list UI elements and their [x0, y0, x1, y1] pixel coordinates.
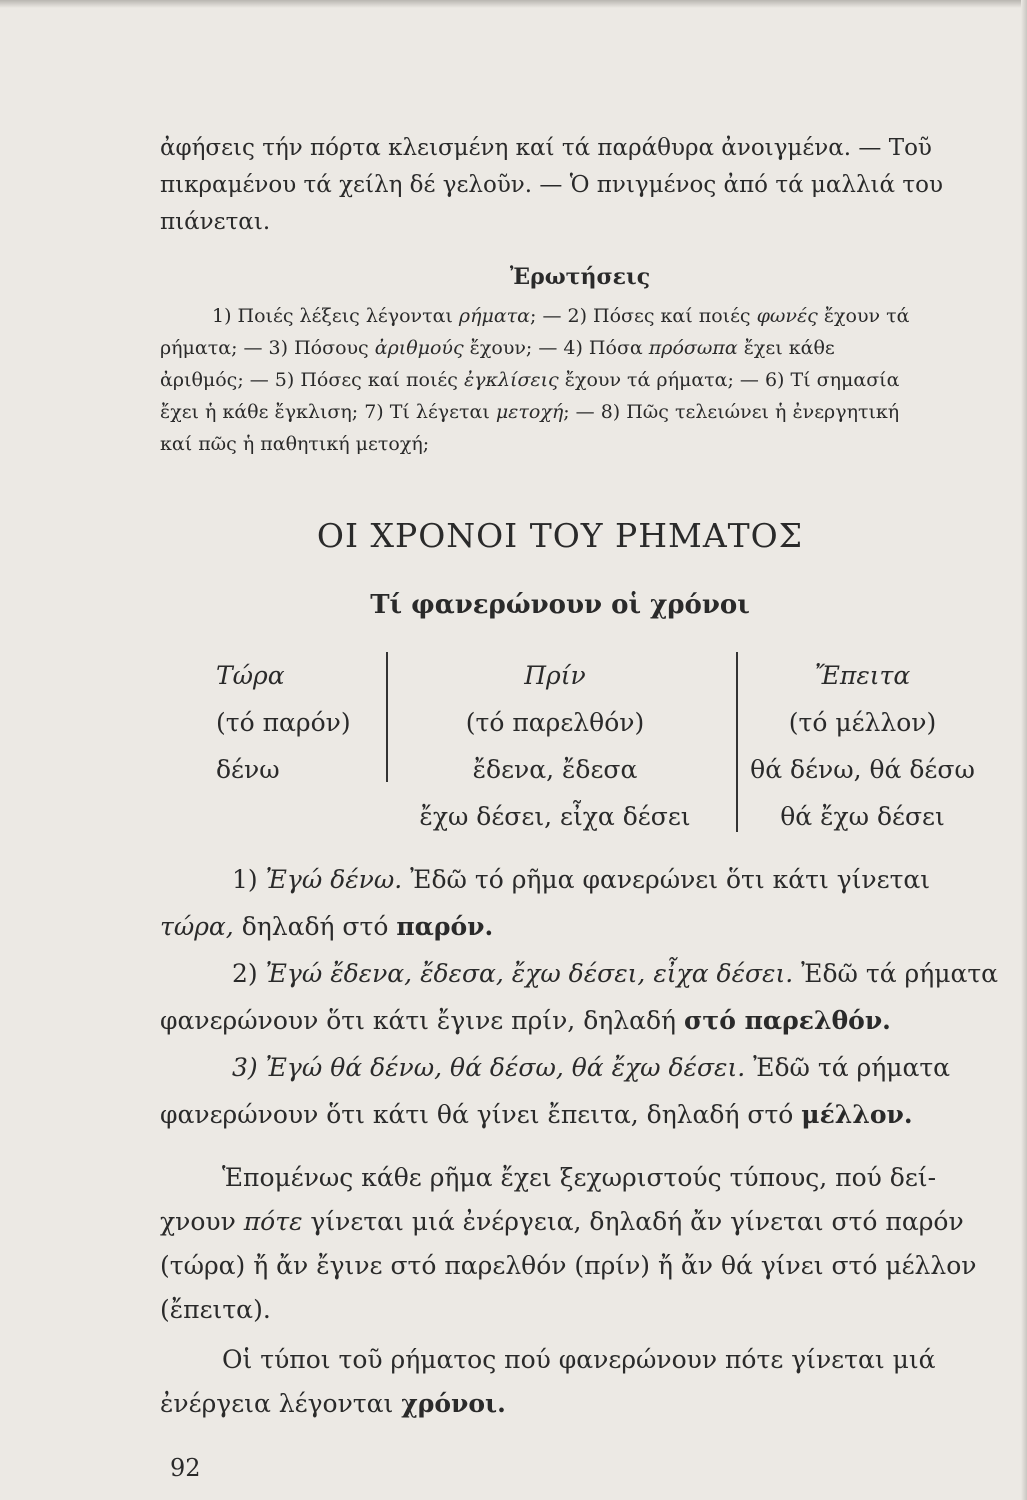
column-divider-1 [386, 652, 388, 782]
chapter-subtitle: Τί φανερώνουν οἱ χρόνοι [370, 590, 750, 620]
e1-bold: παρόν. [396, 912, 494, 941]
p1-italic: πότε [243, 1207, 303, 1236]
q3-term: ἀριθμούς [374, 337, 464, 359]
questions-line-5: καί πῶς ἡ παθητική μετοχή; [160, 433, 430, 455]
q-line4-a: ἔχει ἡ κάθε ἔγκλιση; 7) Τί λέγεται [160, 401, 496, 423]
example-1-line-1 [160, 858, 1010, 901]
page-number: 92 [170, 1454, 201, 1482]
example-3-line-1 [160, 1046, 1010, 1089]
conclusion-paragraph-2 [160, 1338, 1010, 1426]
e3-bold: μέλλον. [801, 1100, 913, 1129]
e2-italic: Ἐγώ ἔδενα, ἔδεσα, ἔχω δέσει, εἶχα δέσει. [265, 959, 794, 988]
questions-line-1 [160, 300, 1000, 332]
q1-term: ρήματα [458, 305, 530, 327]
q-line2-b: ἔχουν; — 4) Πόσα [463, 337, 649, 359]
before-form-1: ἔδενα, ἔδεσα [472, 755, 638, 784]
example-3-line-2 [160, 1093, 1010, 1136]
p2-a: Οἱ τύποι τοῦ ρήματος πού φανερώνουν πότε γίνεται μιά ἐνέργεια λέγονται [160, 1345, 936, 1418]
example-2-line-1 [160, 952, 1010, 995]
column-after [745, 652, 980, 840]
e3-text-2: φανερώνουν ὅτι κάτι θά γίνει ἔπειτα, δηλαδή στό [160, 1100, 802, 1129]
q4-term: πρόσωπα [648, 337, 738, 359]
questions-section [160, 264, 1000, 460]
e3-text: Ἐδῶ τά ρήματα [745, 1053, 951, 1082]
tense-table [160, 652, 980, 831]
e1-italic: Ἐγώ δένω. [265, 865, 403, 894]
q-line2-c: ἔχει κάθε [737, 337, 835, 359]
example-1-line-2 [160, 905, 1010, 948]
after-heading: Ἔπειτα [814, 661, 911, 690]
q-line3-a: ἀριθμός; — 5) Πόσες καί ποιές [160, 369, 464, 391]
examples-section [160, 858, 1010, 1140]
questions-line-4 [160, 396, 1000, 428]
before-subheading: (τό παρελθόν) [465, 708, 645, 737]
p1-b: γίνεται μιά ἐνέργεια, δηλαδή ἄν γίνεται στό παρόν (τώρα) ἤ ἄν ἔγινε στό παρελθόν (πρίν) ἤ ἄν θά γίνει στό μέλλον (ἔπειτα). [160, 1207, 977, 1324]
example-2-line-2 [160, 999, 1010, 1042]
page-edge-right [1021, 0, 1027, 1500]
e3-italic: Ἐγώ θά δένω, θά δέσω, θά ἔχω δέσει. [265, 1053, 746, 1082]
before-form-2: ἔχω δέσει, εἶχα δέσει [419, 802, 691, 831]
q1-number: 1) Ποιές λέξεις λέγονται [212, 305, 459, 327]
questions-line-3 [160, 364, 1000, 396]
conclusion-paragraph-1 [160, 1156, 1010, 1332]
chapter-title: ΟΙ ΧΡΟΝΟΙ ΤΟΥ ΡΗΜΑΤΟΣ [316, 516, 804, 555]
now-form: δένω [216, 755, 280, 784]
q-line2-a: ρήματα; — 3) Πόσους [160, 337, 375, 359]
column-now [216, 652, 376, 793]
e2-text-2: φανερώνουν ὅτι κάτι ἔγινε πρίν, δηλαδή [160, 1006, 684, 1035]
after-form-2: θά ἔχω δέσει [780, 802, 945, 831]
column-before [390, 652, 720, 840]
q2-term: φωνές [756, 305, 818, 327]
e1-italic-2: τώρα, [160, 912, 234, 941]
now-heading: Τώρα [216, 661, 285, 690]
q5-term: ἐγκλίσεις [463, 369, 559, 391]
after-form-1: θά δένω, θά δέσω [750, 755, 975, 784]
q2-tail: ἔχουν τά [817, 305, 910, 327]
e2-number: 2) [232, 959, 266, 988]
conclusion-section [160, 1156, 1010, 1432]
e1-text-2: δηλαδή στό [233, 912, 397, 941]
before-heading: Πρίν [524, 661, 586, 690]
e2-text: Ἐδῶ τά ρήματα [793, 959, 999, 988]
intro-line-1: ἀφήσεις τήν πόρτα κλεισμένη καί τά παράθυρα ἀνοιγμένα. — Τοῦ [160, 135, 932, 161]
now-subheading: (τό παρόν) [216, 708, 351, 737]
q-line3-b: ἔχουν τά ρήματα; — 6) Τί σημασία [558, 369, 900, 391]
q-line4-b: ; — 8) Πῶς τελειώνει ἡ ἐνεργητική [563, 401, 900, 423]
e2-bold: στό παρελθόν. [683, 1006, 891, 1035]
questions-line-2 [160, 332, 1000, 364]
e1-number: 1) [232, 865, 266, 894]
e3-number: 3) [232, 1053, 266, 1082]
after-subheading: (τό μέλλον) [788, 708, 937, 737]
intro-paragraph [160, 130, 1010, 241]
q1-tail: ; — 2) Πόσες καί ποιές [530, 305, 757, 327]
q7-term: μετοχή [495, 401, 564, 423]
e1-text: Ἐδῶ τό ρῆμα φανερώνει ὅτι κάτι γίνεται [402, 865, 931, 894]
column-divider-2 [736, 652, 738, 832]
questions-heading: Ἐρωτήσεις [509, 264, 651, 290]
p2-bold: χρόνοι. [401, 1389, 506, 1418]
intro-line-3: πιάνεται. [160, 209, 271, 235]
p1-a: Ἑπομένως κάθε ρῆμα ἔχει ξεχωριστούς τύπους, πού δεί-χνουν [160, 1163, 937, 1236]
intro-line-2: πικραμένου τά χείλη δέ γελοῦν. — Ὁ πνιγμένος ἀπό τά μαλλιά του [160, 172, 943, 198]
page-edge [0, 0, 1027, 8]
